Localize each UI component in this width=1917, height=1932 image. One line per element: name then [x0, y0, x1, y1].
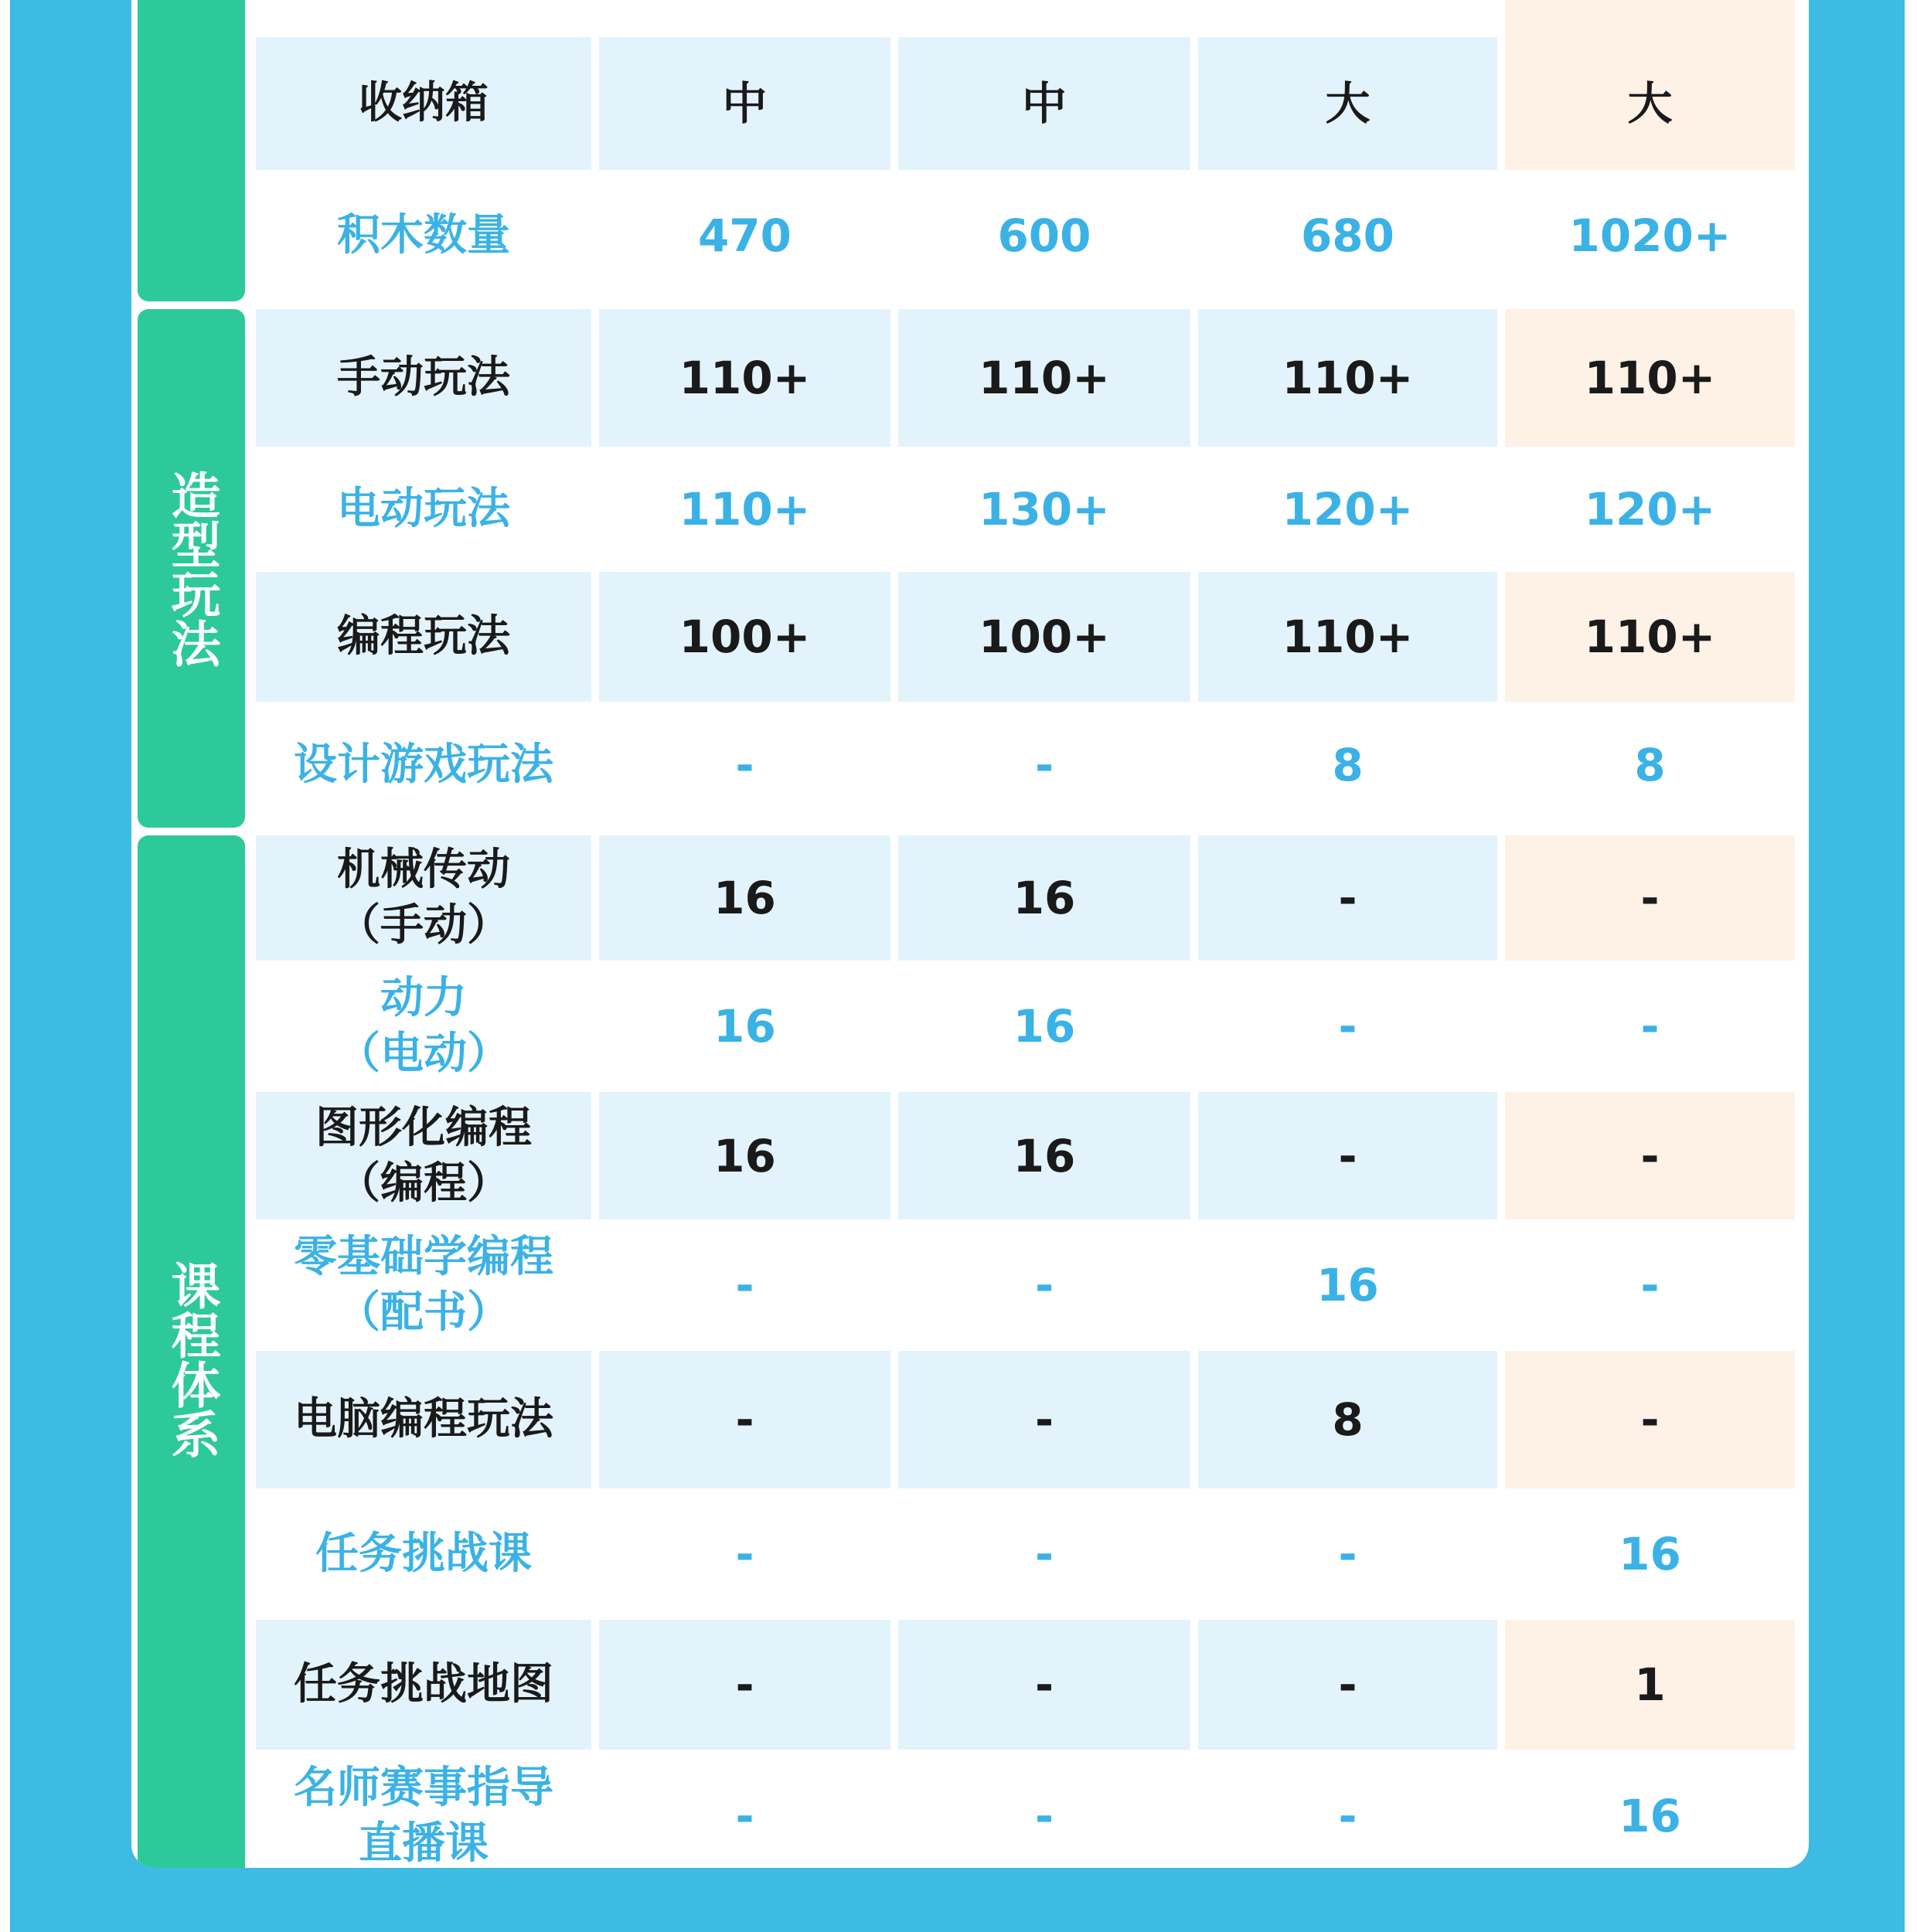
table-grid [138, 0, 1803, 1868]
table-cell: - [898, 1488, 1190, 1620]
table-cell-partial [1505, 0, 1795, 37]
table-cell: 100+ [898, 572, 1190, 702]
table-cell: 1020+ [1505, 170, 1795, 301]
table-cell: 110+ [1198, 572, 1497, 702]
row-label: 机械传动 （手动） [256, 835, 591, 961]
table-cell: 130+ [898, 447, 1190, 572]
table-cell: 中 [599, 37, 890, 170]
table-cell: 16 [599, 1092, 890, 1219]
row-label: 名师赛事指导 直播课 [256, 1750, 591, 1868]
row-label: 电动玩法 [256, 447, 591, 572]
table-cell: - [599, 1750, 890, 1868]
table-cell: - [599, 1351, 890, 1488]
table-cell-partial [599, 0, 890, 37]
page-frame [10, 0, 1905, 1932]
table-cell: 680 [1198, 170, 1497, 301]
table-cell: 110+ [1198, 309, 1497, 447]
table-cell: 8 [1198, 1351, 1497, 1488]
table-cell: 110+ [1505, 572, 1795, 702]
table-cell: - [1198, 961, 1497, 1092]
table-cell: 16 [1198, 1219, 1497, 1351]
table-cell: - [1505, 835, 1795, 961]
row-label: 积木数量 [256, 170, 591, 301]
table-cell: 470 [599, 170, 890, 301]
table-cell: - [898, 1219, 1190, 1351]
row-label: 零基础学编程 （配书） [256, 1219, 591, 1351]
row-label: 任务挑战课 [256, 1488, 591, 1620]
table-cell: - [599, 1219, 890, 1351]
category-modeling-play: 造型玩法 [138, 309, 245, 828]
table-cell: 110+ [898, 309, 1190, 447]
table-cell: 120+ [1198, 447, 1497, 572]
table-cell: - [1505, 1219, 1795, 1351]
row-label: 设计游戏玩法 [256, 702, 591, 828]
table-cell: 8 [1505, 702, 1795, 828]
table-cell: - [1505, 1351, 1795, 1488]
table-cell: - [1198, 835, 1497, 961]
table-cell: 16 [898, 961, 1190, 1092]
table-cell: - [898, 1620, 1190, 1750]
table-cell: - [1505, 1092, 1795, 1219]
row-label: 收纳箱 [256, 37, 591, 170]
table-cell: 中 [898, 37, 1190, 170]
table-cell: 1 [1505, 1620, 1795, 1750]
table-cell: 100+ [599, 572, 890, 702]
table-cell: 16 [599, 835, 890, 961]
table-cell: - [898, 702, 1190, 828]
table-cell: 大 [1505, 37, 1795, 170]
table-cell: - [898, 1351, 1190, 1488]
table-cell: 16 [898, 1092, 1190, 1219]
table-cell: 16 [898, 835, 1190, 961]
comparison-table [131, 0, 1809, 1868]
table-cell: - [599, 702, 890, 828]
table-cell: 16 [599, 961, 890, 1092]
table-cell: - [1198, 1750, 1497, 1868]
category-course-system: 课程体系 [138, 835, 245, 1868]
category-top-block [138, 0, 245, 301]
row-label: 电脑编程玩法 [256, 1351, 591, 1488]
table-cell: - [599, 1620, 890, 1750]
table-cell: - [1505, 961, 1795, 1092]
table-cell-partial [1198, 0, 1497, 37]
table-cell-partial [898, 0, 1190, 37]
table-cell: 大 [1198, 37, 1497, 170]
table-cell-partial [256, 0, 591, 37]
row-label: 图形化编程 （编程） [256, 1092, 591, 1219]
table-cell: 110+ [1505, 309, 1795, 447]
row-label: 任务挑战地图 [256, 1620, 591, 1750]
table-cell: 8 [1198, 702, 1497, 828]
table-cell: - [898, 1750, 1190, 1868]
row-label: 手动玩法 [256, 309, 591, 447]
table-cell: 16 [1505, 1750, 1795, 1868]
row-label: 动力 （电动） [256, 961, 591, 1092]
table-cell: - [1198, 1488, 1497, 1620]
table-cell: 600 [898, 170, 1190, 301]
table-cell: 110+ [599, 447, 890, 572]
row-label: 编程玩法 [256, 572, 591, 702]
table-cell: 110+ [599, 309, 890, 447]
table-cell: - [599, 1488, 890, 1620]
table-cell: - [1198, 1092, 1497, 1219]
table-cell: 120+ [1505, 447, 1795, 572]
table-cell: - [1198, 1620, 1497, 1750]
table-cell: 16 [1505, 1488, 1795, 1620]
